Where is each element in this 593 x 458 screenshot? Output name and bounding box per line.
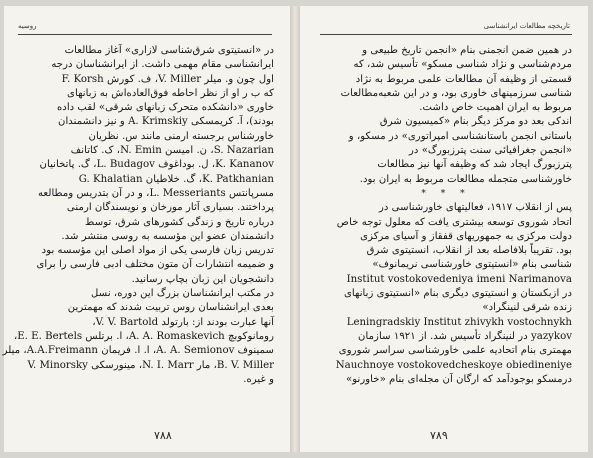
text-line: خاورشناسی متجمله مطالعات مربوط به ایران بود. [359,173,572,185]
text-line: و غیره. [243,373,274,385]
left-page [4,6,290,452]
text-line: اندکی بعد دو مرکز دیگر بنام «کمیسیون شرق [379,116,572,128]
text-line: «انجمن جغرافیائی سنت پترزبورگ» در [409,145,572,157]
text-line: K. Patkhanian، گ. خلاطیان G. Khalatian [78,173,274,185]
page-number: ۷۸۹ [430,429,448,442]
text-line: B. V. Miller، مار N. I. Marr، مینورسکی V. Minorsky [27,359,274,371]
page-number: ۷۸۸ [154,429,172,442]
text-line: شناسی بنام «انستیتوی خاورشناسی نریمانوف» [372,259,572,271]
text-line: ایرانشناسی مقام مهمی داشت. از ایرانشناسان درجه [51,59,274,71]
text-line: پس از انقلاب ۱۹۱۷، فعالیتهای خاورشناسی در [378,202,572,214]
text-line: در همین ضمن انجمنی بنام «انجمن تاریخ طبیعی و [362,45,572,56]
text-line: K. Kananov، ل. بوداغوف L. Budagov، گ. پاتخانیان [39,159,274,171]
text-line: دانشمندان عضو این مؤسسه به روسی منتشر شد. [61,230,274,242]
text-line: اول چون و. میلر V. Miller، ف. کورش F. Korsh [61,73,274,85]
text-line: پرداختند. بسیاری آثار مورخان و نویسندگان ارمنی [66,202,274,214]
text-line: Leningradskiy Institut zhivykh vostochnykh [346,316,572,328]
text-line: پترزبورگ ایجاد شد که وظیفه آنها نیز مطالعات [377,159,572,171]
text-line: آنها عبارت بودند از: بارتولد V. V. Bartold، [92,316,274,328]
text-line: دانشجویان این زبان بچاپ رسانید. [131,273,274,285]
text-line: بعدی ایرانشناسان روس تربیت شدند که مهمترین [67,302,274,314]
section-divider: * * * [421,188,471,199]
text-line: yazykov در لنینگراد تأسیس شد. از ۱۹۲۱ سازمان [358,330,572,342]
text-line: تدریس زبان فارسی یکی از مواد اصلی این مؤسسه بود [41,245,274,257]
text-line: مهمتری بنام اتحادیه علمی خاورشناسی سراسر شوروی [338,345,572,357]
running-head: تاریخچه مطالعات ایرانشناسی [483,22,570,30]
text-line: شناسی سرزمینهای خاوری بود، و در این شعبه‌مطالعات [340,87,572,99]
text-line: قسمتی از وظیفه آن مطالعات علمی مربوط به نژاد [355,73,572,85]
text-line: بود. تقریباً بلافاصله بعد از انقلاب، انستیتوی شرق [366,245,572,257]
text-line: مردم‌شناسی و نژاد شناسی مسکو» تأسیس شد، که [353,59,572,71]
text-line: رومانوکوبچ A. A. Romaskevich، ا. برتلس E. E. Bertels، [13,330,274,342]
text-line: و ضمیمه انتشارات آن متون مختلف ادبی فارسی را برای [36,259,274,271]
running-head: روسیه [18,22,37,30]
body-text [320,44,572,387]
text-line: در «انستیتوی شرق‌شناسی لازاری» آغاز مطالعات [64,45,274,56]
body-text [2,44,274,387]
header-rule [18,34,272,35]
text-line: Nauchnoye vostokovedcheskoye obiedineniye [335,359,572,371]
text-line: درباره تاریخ و زندگی کشورهای شرق، توسط [85,216,274,228]
text-line: Institut vostokovedeniya imeni Narimanova [346,273,572,285]
text-line: که ب ر او از نظر احاطه فوق‌العاده‌اش به زبانهای [67,87,274,99]
text-line: باستانی انجمن باستانشناسی امپراتوری» در مسکو، و [348,130,572,142]
header-rule [320,34,572,35]
text-line: سمینوف A. A. Semionov، ا. ا. فریمان A.A.Freimann، میلر [2,345,274,357]
text-line: مربوط به ایران اهمیت خاص داشت. [419,102,572,114]
text-line: خ‍اورشناس برجسته ارمنی مانند س. نظریان [88,130,274,142]
text-line: اتحاد شوروی توسعه بیشتری یافت که معلول توجه خاص [336,216,572,228]
text-line: دولت مرکزی به جمهوریهای قفقاز و آسیای مرکزی [360,230,572,242]
text-line: درمسکو بوجودآمد که ارگان آن مجله‌ای بنام «خاورنو» [346,373,572,385]
text-line: در ازبکستان و انستیتوی دیگری بنام «انستیتوی زبانهای [343,288,572,300]
text-line: زنده شرقی لنینگراد» [482,302,572,314]
book-spine [290,6,300,452]
text-line: بودند)، آ. کریمسکی A. Krimskiy و نیز دانشمندان [57,116,274,128]
text-line: مسرپانتس L. Messeriants، و در آن بتدریس ومطالعه [37,187,274,199]
right-page [300,6,588,452]
text-line: S. Nazarian، ن. امیسن N. Emin، ک. کاتانف [70,145,274,157]
text-line: خاوری «دانشکده متحرک زبانهای شرقی» لقب داده [56,102,274,114]
text-line: در مکتب ایرانشناسان بزرگ این دوره، نسل [91,288,274,300]
